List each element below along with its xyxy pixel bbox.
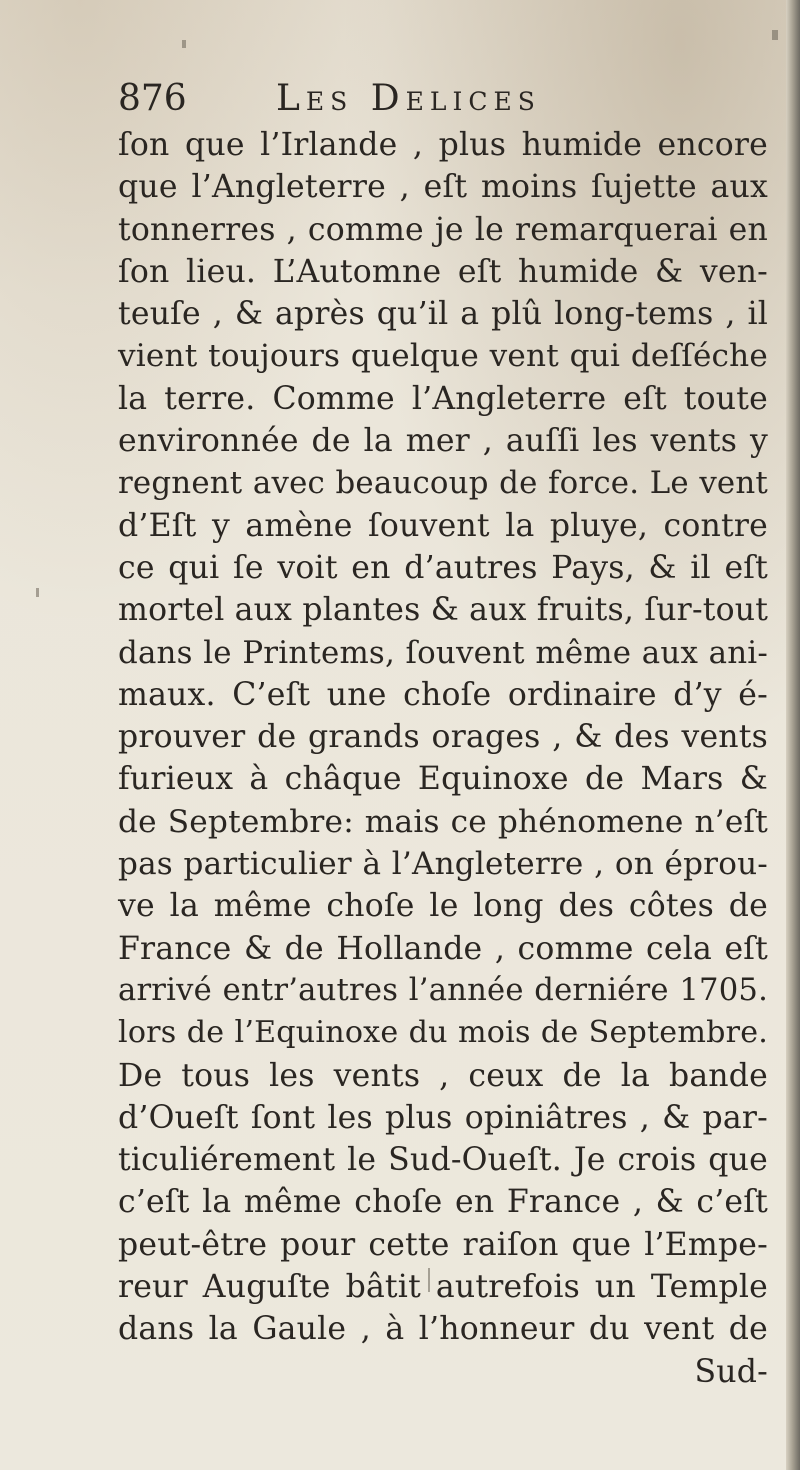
text-line: c’eſt la même choſe en France , & c’eſt	[118, 1184, 768, 1221]
text-line: tonnerres , comme je le remarquerai en	[118, 211, 768, 248]
text-line: teuſe , & après qu’il a plû long-tems , il	[118, 296, 768, 333]
text-line: arrivé entr’autres l’année derniére 1705.	[118, 972, 768, 1008]
text-line: d’Oueſt ſont les plus opiniâtres , & par-	[118, 1099, 768, 1136]
text-line: De tous les vents , ceux de la bande	[118, 1057, 768, 1094]
page-header	[118, 74, 758, 124]
text-line: ſon lieu. L’Automne eſt humide & ven-	[118, 253, 768, 290]
text-line: maux. C’eſt une choſe ordinaire d’y é-	[118, 676, 768, 713]
ink-speck	[182, 40, 186, 48]
running-title: Les Delices	[276, 78, 541, 119]
text-line: ticuliérement le Sud-Oueſt. Je crois que	[118, 1142, 768, 1179]
text-line: mortel aux plantes & aux fruits, ſur-tout	[118, 592, 769, 629]
text-line: regnent avec beaucoup de force. Le vent	[118, 465, 768, 502]
text-line: dans le Printems, ſouvent même aux ani-	[118, 634, 768, 671]
page-edge-shadow	[786, 0, 800, 1470]
ink-speck	[36, 588, 39, 597]
text-line: peut-être pour cette raiſon que l’Empe-	[118, 1226, 768, 1263]
text-line: furieux à châque Equinoxe de Mars &	[118, 761, 768, 798]
text-line: reur Auguſte bâtit autrefois un Temple	[118, 1269, 768, 1306]
ink-speck	[772, 30, 778, 40]
text-line: ſon que l’Irlande , plus humide encore	[118, 127, 768, 163]
text-line: vient toujours quelque vent qui deſſéche	[118, 338, 768, 375]
text-line: ce qui ſe voit en d’autres Pays, & il eſt	[118, 549, 768, 586]
text-line: d’Eſt y amène ſouvent la pluye, contre	[118, 507, 768, 544]
text-line: France & de Hollande , comme cela eſt	[118, 930, 768, 967]
text-line: lors de l’Equinoxe du mois de Septembre.	[118, 1015, 768, 1051]
page-number: 876	[118, 78, 187, 119]
text-line: que l’Angleterre , eſt moins ſujette aux	[118, 169, 768, 206]
body-text	[118, 124, 768, 1393]
text-line: la terre. Comme l’Angleterre eſt toute	[118, 380, 768, 417]
text-line: de Septembre: mais ce phénomene n’eſt	[118, 803, 768, 840]
text-line: ve la même choſe le long des côtes de	[118, 888, 768, 925]
catchword: Sud-	[694, 1353, 768, 1390]
text-line: environnée de la mer , auſſi les vents y	[118, 423, 768, 460]
text-line: prouver de grands orages , & des vents	[118, 719, 768, 756]
text-line: pas particulier à l’Angleterre , on éprou-	[118, 846, 768, 883]
text-line: dans la Gaule , à l’honneur du vent de	[118, 1311, 768, 1348]
